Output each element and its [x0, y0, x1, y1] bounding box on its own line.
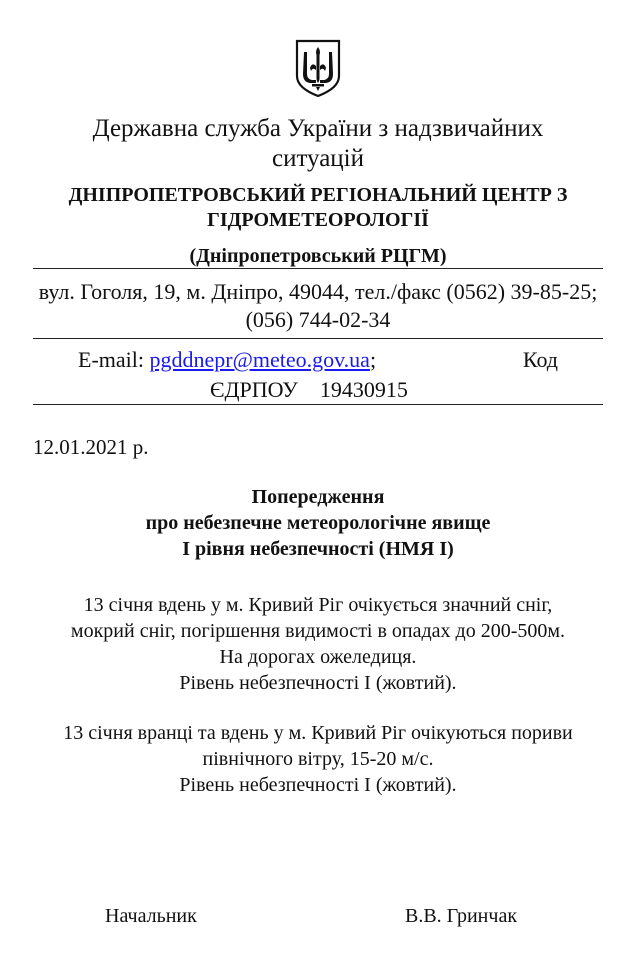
edrpou-value: 19430915: [319, 377, 408, 402]
center-name: ДНІПРОПЕТРОВСЬКИЙ РЕГІОНАЛЬНИЙ ЦЕНТР З ГІДРОМЕТЕОРОЛОГІЇ: [68, 184, 568, 231]
paragraph-line: На дорогах ожеледиця.: [219, 646, 417, 668]
paragraph-line: 13 січня вранці та вдень у м. Кривий Ріг очікуються пориви: [63, 722, 573, 744]
edrpou-line: [210, 376, 408, 404]
email-separator: ;: [369, 347, 377, 372]
warning-title-line: про небезпечне метеорологічне явище: [145, 512, 491, 534]
signatory-name: В.В. Гринчак: [405, 905, 518, 927]
paragraph-line: Рівень небезпечності І (жовтий).: [179, 774, 457, 796]
paragraph-line: 13 січня вдень у м. Кривий Ріг очікується значний сніг,: [83, 594, 553, 616]
warning-paragraph-wind: [20, 720, 616, 798]
warning-title: [40, 484, 596, 562]
email-line: [78, 346, 588, 374]
divider: [33, 404, 603, 405]
warning-paragraph-snow: [20, 592, 616, 696]
agency-name: Державна служба України з надзвичайних ситуацій: [92, 115, 544, 172]
paragraph-line: північного вітру, 15-20 м/с.: [202, 748, 434, 770]
paragraph-line: Рівень небезпечності І (жовтий).: [179, 672, 457, 694]
warning-title-line: Попередження: [251, 486, 385, 508]
center-abbreviation: (Дніпропетровський РЦГМ): [189, 245, 447, 267]
email-link[interactable]: pgddnepr@meteo.gov.ua: [149, 347, 370, 372]
edrpou-label: ЄДРПОУ: [210, 377, 298, 402]
ukraine-trident-emblem-icon: [294, 38, 342, 98]
warning-title-line: І рівня небезпечності (НМЯ І): [182, 538, 454, 560]
divider: [33, 338, 603, 339]
divider: [33, 268, 603, 269]
signatory-role: Начальник: [105, 905, 197, 927]
code-label: Код: [522, 347, 558, 372]
email-label: E-mail:: [78, 347, 150, 372]
paragraph-line: мокрий сніг, погіршення видимості в опадах до 200-500м.: [70, 620, 566, 642]
document-date: 12.01.2021 р.: [33, 435, 149, 459]
address: вул. Гоголя, 19, м. Дніпро, 49044, тел./факс (0562) 39-85-25; (056) 744-02-34: [38, 279, 598, 332]
